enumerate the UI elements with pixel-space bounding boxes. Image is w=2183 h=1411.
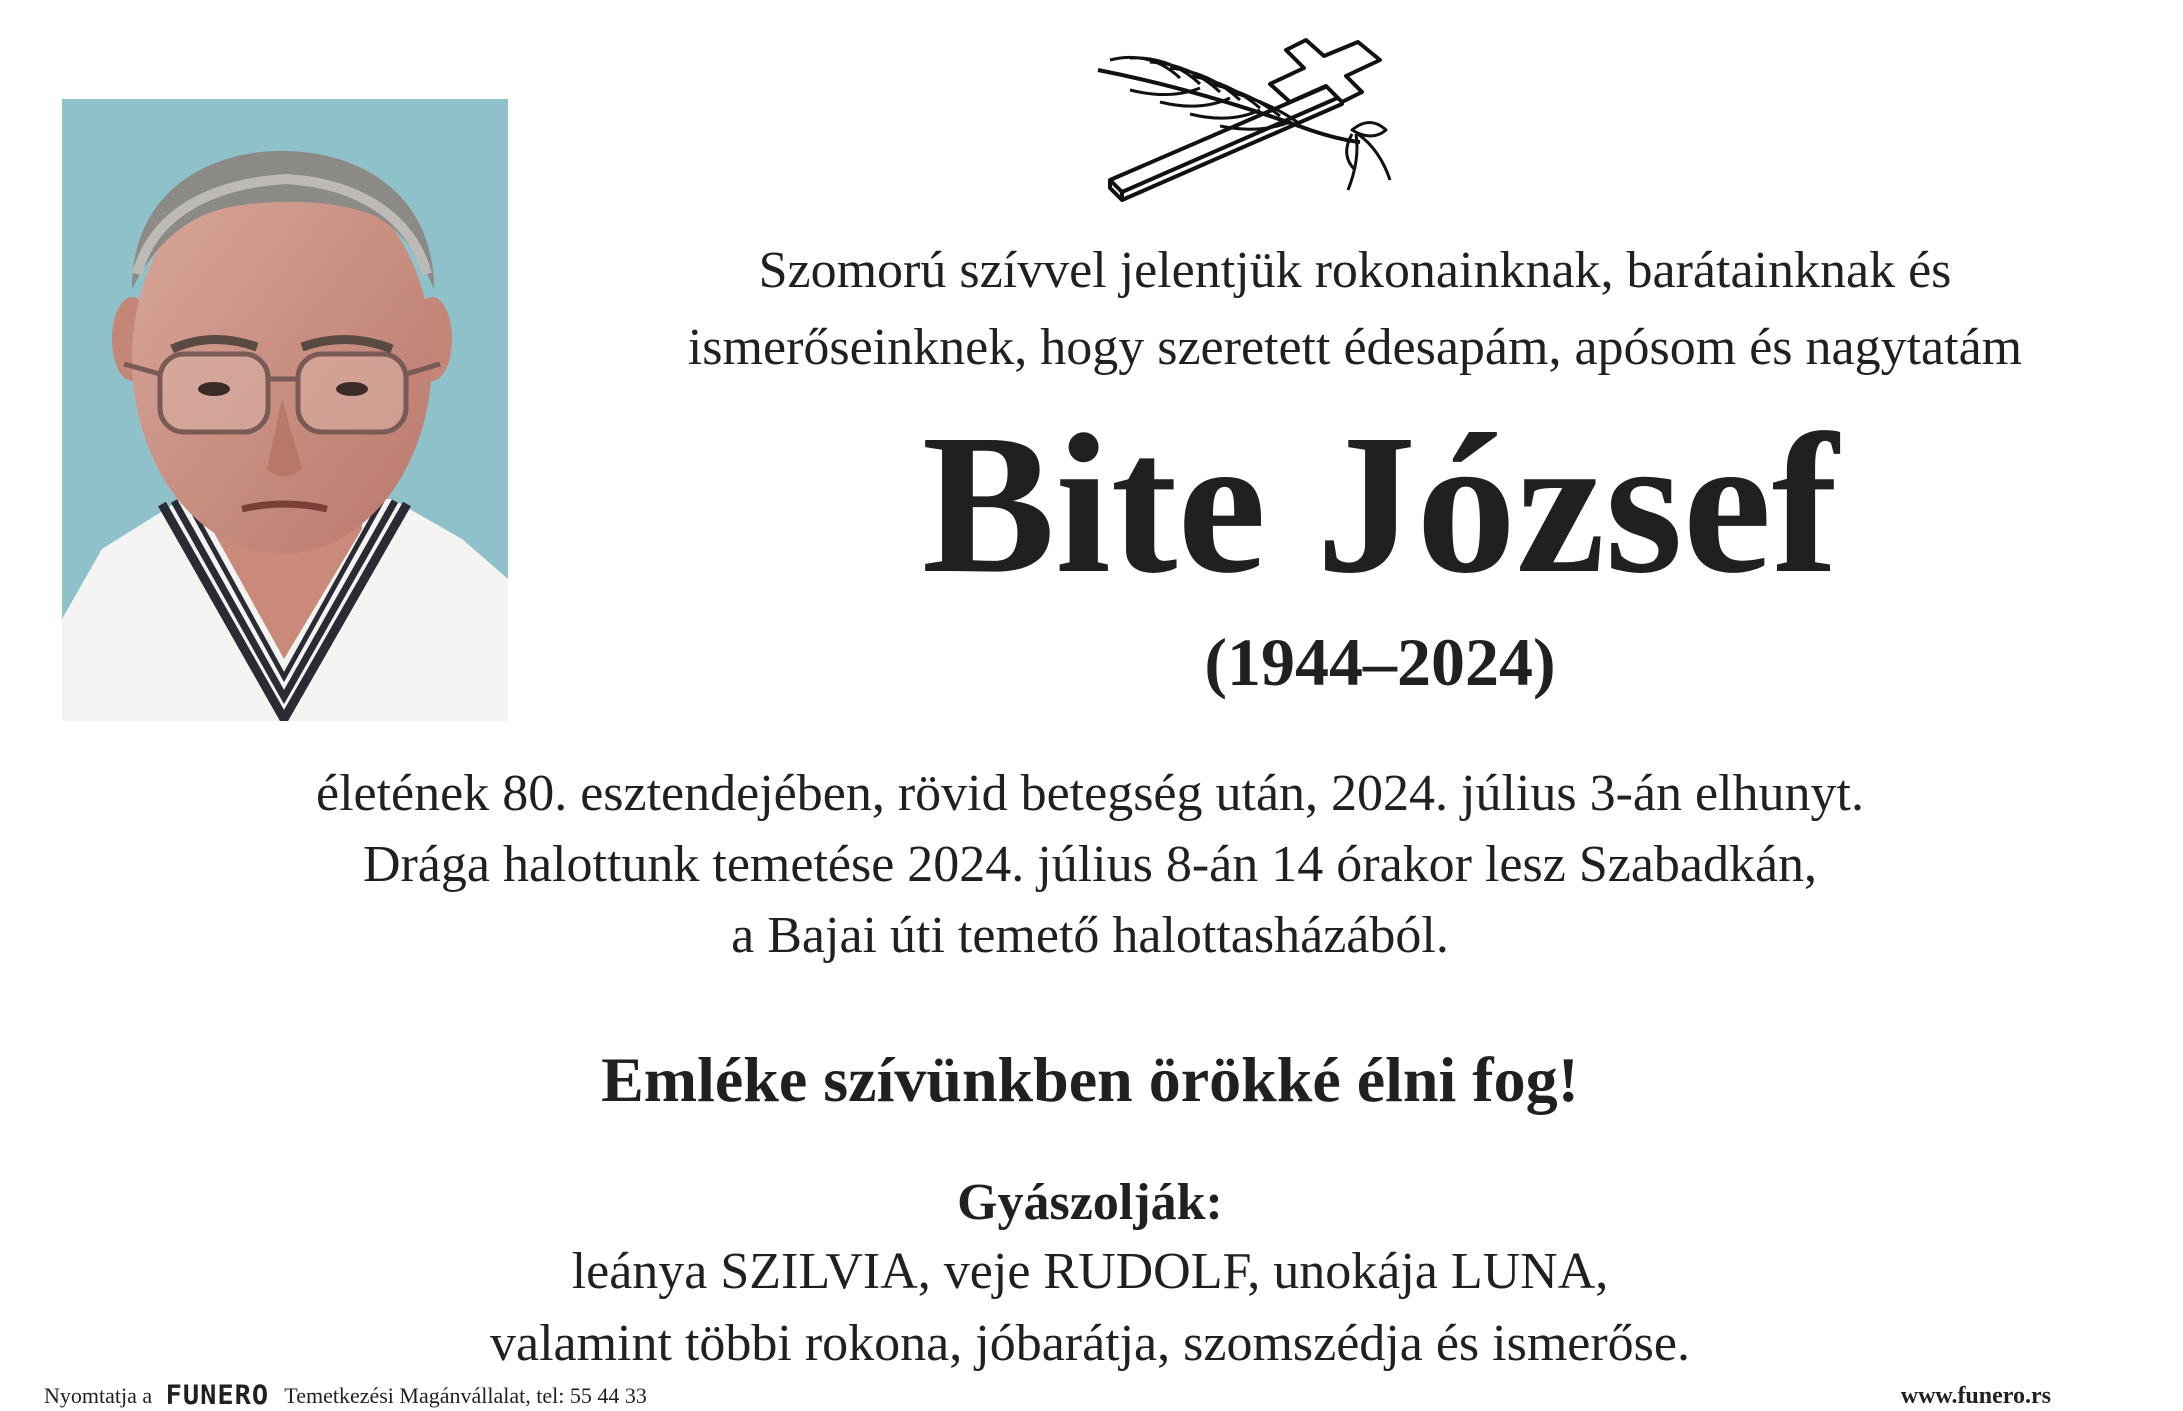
printer-credit (44, 1380, 647, 1411)
announcement-line-3: a Bajai úti temető halottasházából. (731, 907, 1449, 964)
announcement-text (40, 758, 2140, 971)
website-link[interactable]: www.funero.rs (1900, 1383, 2051, 1409)
mourners-list (40, 1236, 2140, 1380)
memory-line: Emléke szívünkben örökké élni fog! (601, 1044, 1579, 1115)
portrait-photo (62, 99, 508, 721)
mourners-heading: Gyászolják: (957, 1174, 1223, 1231)
intro-line-2: ismerőseinknek, hogy szeretett édesapám, apósom és nagytatám (687, 319, 2023, 376)
deceased-name: Bite József (921, 394, 1839, 615)
company-info: Temetkezési Magánvállalat, tel: 55 44 33 (284, 1383, 647, 1408)
intro-text (530, 232, 2180, 386)
announcement-line-2: Drága halottunk temetése 2024. július 8-án 14 órakor lesz Szabadkán, (362, 836, 1818, 893)
intro-line-1: Szomorú szívvel jelentjük rokonainknak, barátainknak és (758, 242, 1952, 299)
life-years: (1944–2024) (1204, 624, 1556, 700)
funero-logo: FUNERO (165, 1380, 270, 1411)
mourners-line-2: valamint többi rokona, jóbarátja, szomszédja és ismerőse. (490, 1315, 1690, 1372)
printed-by-label: Nyomtatja a (44, 1383, 153, 1408)
announcement-line-1: életének 80. esztendejében, rövid betegség után, 2024. július 3-án elhunyt. (316, 765, 1864, 822)
mourners-line-1: leánya SZILVIA, veje RUDOLF, unokája LUNA, (571, 1243, 1609, 1300)
cross-with-palm-branch-icon (1090, 30, 1420, 205)
